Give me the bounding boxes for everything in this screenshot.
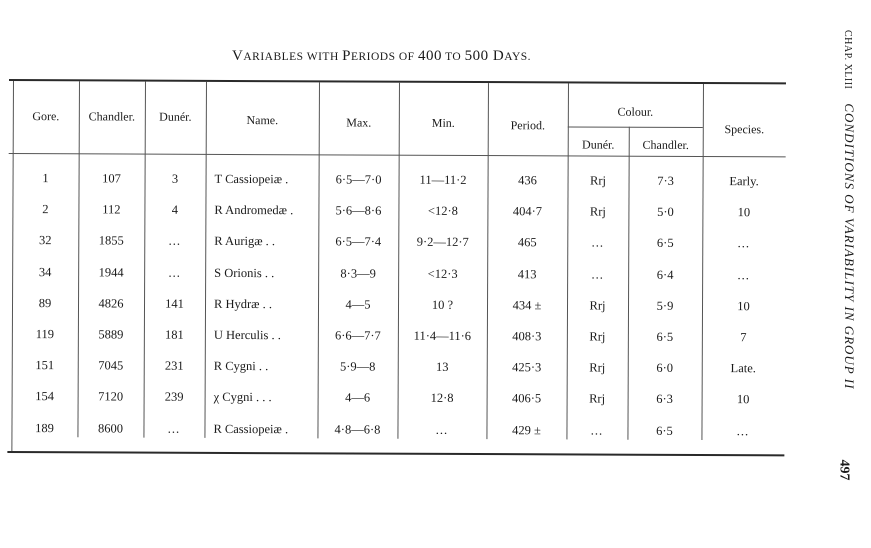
- cell-name: S Orionis . .: [214, 265, 275, 280]
- cell-max: 5·6—8·6: [335, 203, 382, 218]
- cell-period: 406·5: [511, 391, 542, 406]
- table-top-rule: [9, 79, 786, 84]
- cell-duner: ...: [168, 265, 181, 280]
- cell-gore: 89: [38, 295, 52, 310]
- header-colour-chandler: Chandler.: [642, 137, 689, 152]
- header-colour-duner: Dunér.: [582, 137, 615, 152]
- cell-colour-chandler: 6·3: [656, 392, 673, 407]
- cell-duner: 181: [164, 327, 184, 342]
- title-part: 400: [417, 48, 442, 64]
- cell-colour-chandler: 6·5: [656, 236, 674, 251]
- header-chandler: Chandler.: [88, 109, 136, 124]
- cell-name: R Aurigæ . .: [214, 234, 276, 249]
- header-max: Max.: [346, 115, 372, 130]
- cell-colour-chandler: 6·4: [656, 267, 674, 282]
- cell-max: 4—5: [345, 297, 371, 312]
- cell-period: 413: [517, 266, 537, 281]
- cell-gore: 119: [35, 327, 55, 342]
- column-divider: [566, 83, 569, 439]
- column-divider: [77, 81, 80, 437]
- page-number: 497: [836, 459, 852, 481]
- cell-duner: ...: [168, 234, 182, 249]
- cell-chandler: 4826: [98, 296, 124, 311]
- title-part: P: [342, 48, 351, 64]
- cell-gore: 2: [42, 202, 49, 217]
- title-part: 500: [464, 48, 489, 64]
- cell-max: 8·3—9: [340, 266, 376, 281]
- header-species: Species.: [724, 122, 765, 137]
- cell-chandler: 8600: [97, 420, 124, 436]
- cell-gore: 34: [38, 264, 52, 279]
- cell-species: Early.: [729, 174, 759, 189]
- cell-min: ...: [435, 422, 449, 437]
- cell-min: 11·4—11·6: [413, 328, 472, 344]
- cell-min: 10 ?: [431, 297, 454, 312]
- cell-species: Late.: [730, 361, 756, 376]
- title-part: AYS.: [504, 51, 532, 63]
- cell-colour-duner: Rrj: [590, 173, 607, 188]
- cell-period: 429 ±: [512, 422, 541, 437]
- chapter-label: CHAP. XLIII: [842, 30, 853, 90]
- cell-colour-chandler: 6·5: [656, 423, 673, 438]
- colour-sub-rule: [568, 126, 703, 128]
- cell-species: 7: [740, 330, 747, 345]
- title-part: TO: [441, 51, 465, 63]
- cell-colour-duner: Rrj: [589, 360, 606, 375]
- cell-min: 12·8: [430, 391, 454, 406]
- cell-max: 6·5—7·0: [335, 172, 382, 187]
- cell-duner: 141: [165, 296, 184, 311]
- cell-colour-chandler: 5·9: [656, 298, 674, 313]
- cell-gore: 32: [39, 233, 52, 248]
- cell-species: 10: [737, 298, 750, 314]
- column-divider: [701, 84, 704, 440]
- variables-table: [7, 79, 786, 456]
- cell-name: R Cygni . .: [213, 359, 269, 374]
- column-divider: [204, 82, 207, 438]
- cell-name: χ Cygni . . .: [213, 390, 272, 405]
- cell-min: <12·3: [427, 266, 458, 281]
- cell-chandler: 107: [102, 171, 121, 186]
- cell-species: ...: [737, 267, 750, 282]
- cell-chandler: 1855: [98, 233, 124, 248]
- header-duner: Dunér.: [159, 109, 192, 124]
- cell-duner: 239: [164, 390, 184, 405]
- running-head: [843, 30, 857, 490]
- cell-chandler: 112: [102, 202, 121, 217]
- page-title: [232, 48, 577, 65]
- cell-duner: 3: [171, 171, 179, 186]
- cell-min: 13: [435, 360, 449, 375]
- cell-colour-duner: Rrj: [589, 329, 606, 344]
- title-part: V: [232, 48, 244, 64]
- cell-period: 404·7: [512, 204, 543, 219]
- header-min: Min.: [431, 115, 455, 130]
- header-name: Name.: [246, 113, 279, 128]
- cell-chandler: 7120: [98, 389, 124, 404]
- cell-name: R Andromedæ .: [214, 203, 294, 218]
- column-divider: [143, 82, 146, 438]
- cell-gore: 189: [35, 420, 54, 435]
- table-bottom-rule: [7, 451, 784, 456]
- cell-duner: 231: [164, 358, 184, 373]
- header-colour: Colour.: [617, 104, 654, 119]
- cell-period: 436: [518, 173, 537, 188]
- cell-colour-duner: Rrj: [589, 204, 606, 219]
- cell-min: <12·8: [427, 204, 458, 219]
- cell-species: 10: [736, 392, 750, 407]
- cell-max: 6·5—7·4: [335, 234, 382, 250]
- cell-colour-chandler: 6·0: [656, 361, 674, 376]
- cell-gore: 151: [35, 358, 55, 373]
- cell-name: T Cassiopeiæ .: [214, 171, 289, 187]
- cell-max: 6·6—7·7: [334, 328, 381, 343]
- cell-chandler: 5889: [98, 327, 124, 342]
- cell-colour-duner: ...: [591, 267, 604, 282]
- cell-period: 425·3: [512, 360, 542, 375]
- cell-chandler: 7045: [98, 358, 124, 373]
- cell-gore: 1: [42, 171, 49, 186]
- section-title: CONDITIONS OF VARIABILITY IN GROUP II: [842, 103, 857, 390]
- title-part: ERIODS OF: [350, 51, 418, 63]
- cell-name: R Cassiopeiæ .: [213, 421, 289, 436]
- header-gore: Gore.: [32, 109, 60, 124]
- cell-gore: 154: [35, 389, 55, 404]
- header-rule: [9, 153, 786, 157]
- cell-colour-duner: Rrj: [589, 391, 606, 406]
- cell-period: 465: [517, 235, 537, 250]
- cell-colour-chandler: 5·0: [657, 205, 674, 220]
- cell-min: 11—11·2: [419, 172, 467, 187]
- cell-min: 9·2—12·7: [416, 235, 469, 250]
- cell-max: 4·8—6·8: [334, 422, 381, 437]
- cell-species: ...: [737, 236, 751, 251]
- title-part: D: [488, 48, 505, 64]
- cell-period: 434 ±: [512, 297, 542, 313]
- column-divider: [317, 82, 320, 438]
- cell-name: U Herculis . .: [213, 327, 281, 343]
- cell-period: 408·3: [512, 329, 542, 344]
- title-part: ARIABLES WITH: [243, 51, 343, 63]
- header-period: Period.: [510, 118, 546, 133]
- cell-duner: 4: [171, 202, 179, 217]
- cell-duner: ...: [167, 421, 181, 436]
- column-divider: [397, 83, 400, 439]
- cell-species: ...: [736, 423, 750, 438]
- cell-colour-chandler: 7·3: [657, 173, 674, 188]
- cell-chandler: 1944: [98, 264, 124, 280]
- cell-colour-chandler: 6·5: [656, 329, 674, 344]
- cell-colour-duner: ...: [590, 423, 604, 438]
- column-divider: [486, 83, 489, 439]
- cell-species: 10: [737, 205, 751, 220]
- cell-colour-duner: Rrj: [589, 298, 606, 313]
- cell-colour-duner: ...: [591, 235, 605, 250]
- cell-name: R Hydræ . .: [213, 296, 273, 311]
- cell-max: 4—6: [345, 390, 371, 405]
- cell-max: 5·9—8: [339, 359, 376, 374]
